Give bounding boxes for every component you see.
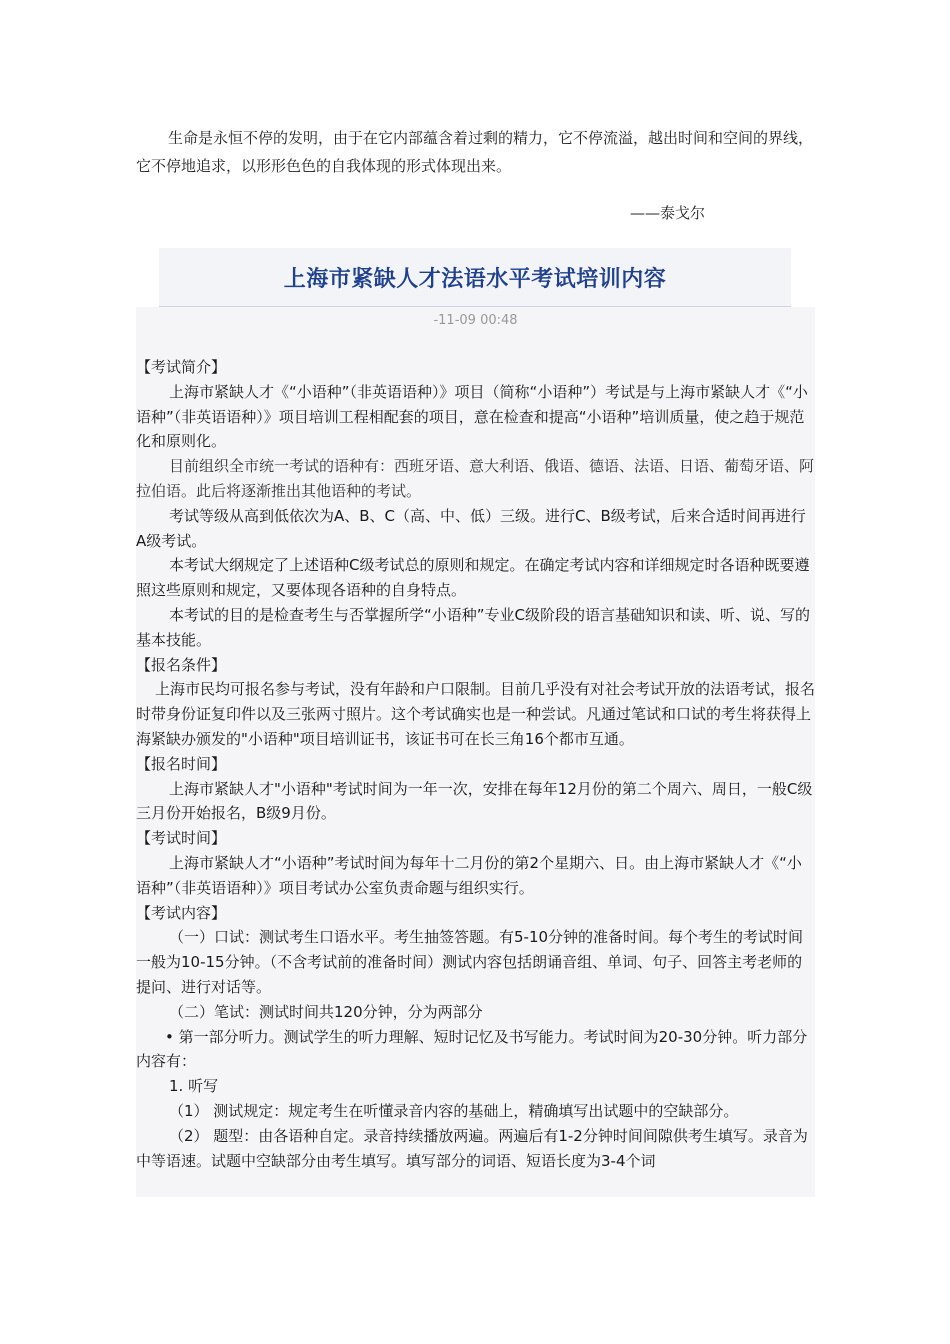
section-heading: 【考试时间】: [136, 829, 227, 848]
article-paragraph: 上海市紧缺人才《“小语种”（非英语语种）》项目（简称“小语种”）考试是与上海市紧缺人才《“小语种”（非英语语种）》项目培训工程相配套的项目，意在检查和提高“小语种”培训质量，使之趋于规范化和原则化。: [136, 382, 808, 451]
section-heading: 【报名条件】: [136, 655, 227, 674]
article-body: [136, 343, 815, 1173]
article-paragraph: 1. 听写: [169, 1077, 219, 1096]
article-paragraph: 上海市紧缺人才"小语种"考试时间为一年一次，安排在每年12月份的第二个周六、周日，一般C级三月份开始报名，B级9月份。: [136, 779, 813, 823]
quote-text: 生命是永恒不停的发明，由于在它内部蕴含着过剩的精力，它不停流溢，越出时间和空间的界线，它不停地追求，以形形色色的自我体现的形式体现出来。: [136, 129, 814, 175]
article-paragraph: 目前组织全市统一考试的语种有：西班牙语、意大利语、俄语、德语、法语、日语、葡萄牙语、阿拉伯语。此后将逐渐推出其他语种的考试。: [136, 457, 815, 500]
section-heading: 【考试内容】: [136, 903, 227, 922]
section-heading: 【考试简介】: [136, 358, 227, 376]
article-paragraph: （二）笔试：测试时间共120分钟，分为两部分: [169, 1002, 483, 1021]
article-paragraph: 本考试的目的是检查考生与否掌握所学“小语种”专业C级阶段的语言基础知识和读、听、说、写的基本技能。: [136, 605, 811, 649]
article-paragraph: 上海市民均可报名参与考试，没有年龄和户口限制。目前几乎没有对社会考试开放的法语考试，报名时带身份证复印件以及三张两寸照片。这个考试确实也是一种尝试。凡通过笔试和口试的考生将获得上海紧缺办颁发的"小语种"项目培训证书，该证书可在长三角16个都市互通。: [136, 680, 815, 748]
article-title: 上海市紧缺人才法语水平考试培训内容: [283, 266, 667, 292]
article-paragraph: （一）口试：测试考生口语水平。考生抽签答题。有5-10分钟的准备时间。每个考生的考试时间一般为10-15分钟。（不含考试前的准备时间）测试内容包括朗诵音组、单词、句子、回答主考老师的提问、进行对话等。: [136, 928, 804, 996]
article-title-banner: [159, 248, 791, 308]
article-paragraph: 上海市紧缺人才“小语种”考试时间为每年十二月份的第2个星期六、日。由上海市紧缺人才《“小语种”（非英语语种）》项目考试办公室负责命题与组织实行。: [136, 853, 802, 897]
article-paragraph: 本考试大纲规定了上述语种C级考试总的原则和规定。在确定考试内容和详细规定时各语种既要遵照这些原则和规定，又要体现各语种的自身特点。: [136, 556, 810, 600]
article-paragraph: • 第一部分听力。测试学生的听力理解、短时记忆及书写能力。考试时间为20-30分钟。听力部分内容有：: [136, 1027, 808, 1071]
section-heading: 【报名时间】: [136, 754, 227, 773]
article-paragraph: 考试等级从高到低依次为A、B、C（高、中、低）三级。进行C、B级考试，后来合适时间再进行A级考试。: [136, 506, 806, 550]
article-paragraph: （2） 题型：由各语种自定。录音持续播放两遍。两遍后有1-2分钟时间间隙供考生填写。录音为中等语速。试题中空缺部分由考生填写。填写部分的词语、短语长度为3-4个词: [136, 1126, 808, 1170]
article-date: -11-09 00:48: [433, 313, 518, 328]
article-content: [136, 307, 815, 1197]
epigraph-quote: [136, 124, 816, 180]
quote-author: ——泰戈尔: [630, 204, 706, 222]
article-paragraph: （1） 测试规定：规定考生在听懂录音内容的基础上，精确填写出试题中的空缺部分。: [169, 1101, 739, 1120]
